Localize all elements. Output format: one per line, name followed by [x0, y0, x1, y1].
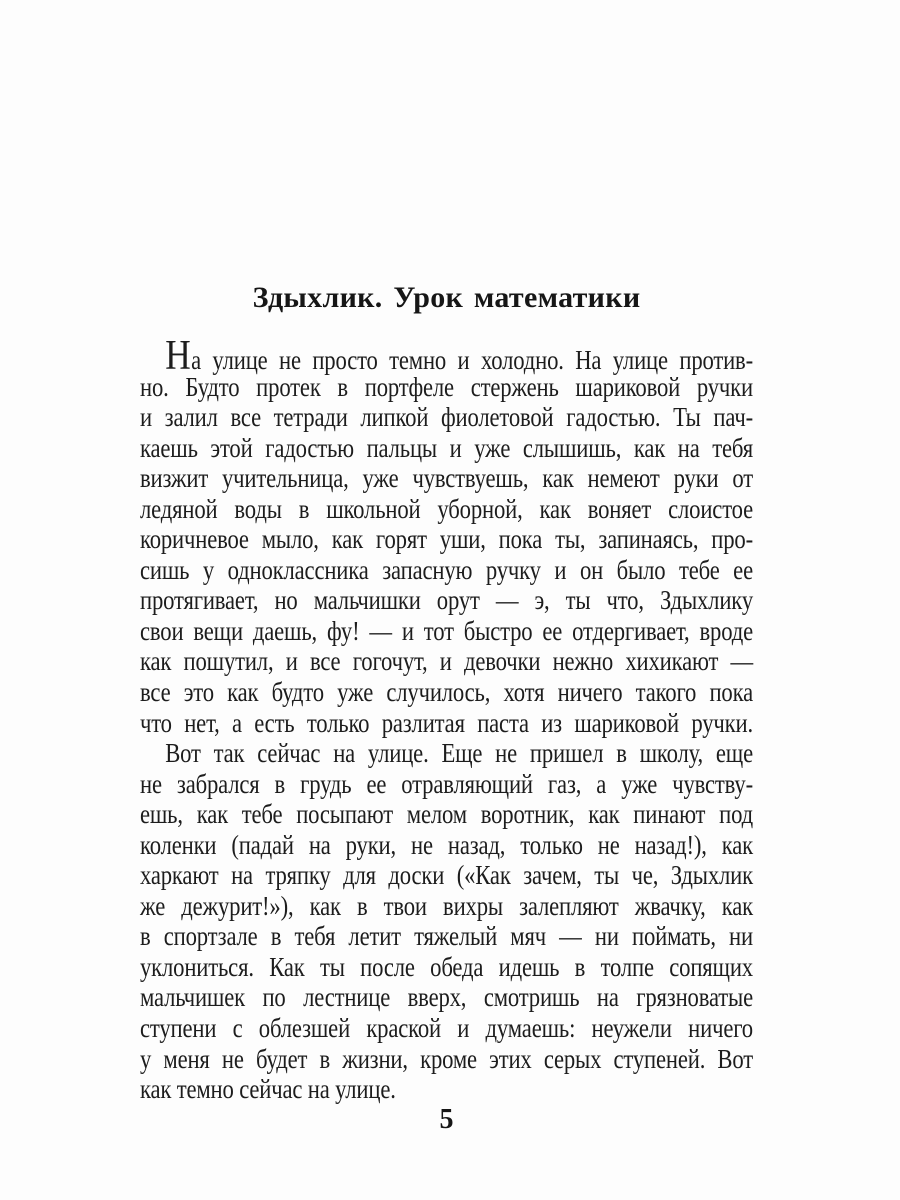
text-line: Вот так сейчас на улице. Еще не пришел в школу, еще [165, 738, 753, 769]
body-text-block [140, 333, 753, 1105]
text-line: харкают на тряпку для доски («Как зачем, ты че, Здыхлик [140, 860, 753, 891]
text-line: ступени с облезшей краской и думаешь: неужели ничего [140, 1013, 753, 1044]
text-line: визжит учительница, уже чувствуешь, как немеют руки от [140, 463, 753, 494]
text-line: коленки (падай на руки, не назад, только не назад!), как [140, 829, 753, 860]
text-line: ешь, как тебе посыпают мелом воротник, как пинают под [140, 799, 753, 830]
text-line: каешь этой гадостью пальцы и уже слышишь, как на тебя [140, 432, 753, 463]
text-line: коричневое мыло, как горят уши, пока ты, запинаясь, про- [140, 524, 753, 555]
body-text-column [140, 333, 753, 1105]
text-line: сишь у одноклассника запасную ручку и он было тебе ее [140, 554, 753, 585]
text-line: у меня не будет в жизни, кроме этих серых ступеней. Вот [140, 1043, 753, 1074]
text-line: ледяной воды в школьной уборной, как воняет слоистое [140, 493, 753, 524]
text-line [140, 333, 753, 379]
text-line: но. Будто протек в портфеле стержень шариковой ручки [140, 371, 753, 402]
page-number: 5 [439, 1104, 454, 1135]
text-line: все это как будто уже случилось, хотя ничего такого пока [140, 677, 753, 708]
text-line: протягивает, но мальчишки орут — э, ты что, Здыхлику [140, 585, 753, 616]
text-line: мальчишек по лестнице вверх, смотришь на грязноватые [140, 982, 753, 1013]
chapter-title: Здыхлик. Урок математики [252, 281, 641, 314]
text-line: как темно сейчас на улице. [140, 1074, 396, 1105]
text-line: что нет, а есть только разлитая паста из шариковой ручки. [140, 707, 753, 738]
text-line: как пошутил, и все гогочут, и девочки нежно хихикают — [140, 646, 753, 677]
drop-cap: Н [165, 333, 192, 379]
text-line-content: а улице не просто темно и холодно. На улице против- [191, 345, 753, 375]
text-line: в спортзале в тебя летит тяжелый мяч — ни поймать, ни [140, 921, 753, 952]
text-line: не забрался в грудь ее отравляющий газ, а уже чувству- [140, 768, 753, 799]
paragraph [140, 738, 753, 1105]
text-line: и залил все тетради липкой фиолетовой гадостью. Ты пач- [140, 402, 753, 433]
paragraph [140, 333, 753, 738]
text-line: уклониться. Как ты после обеда идешь в толпе сопящих [140, 951, 753, 982]
text-line: же дежурит!»), как в твои вихры залепляют жвачку, как [140, 890, 753, 921]
text-line: свои вещи даешь, фу! — и тот быстро ее отдергивает, вроде [140, 615, 753, 646]
